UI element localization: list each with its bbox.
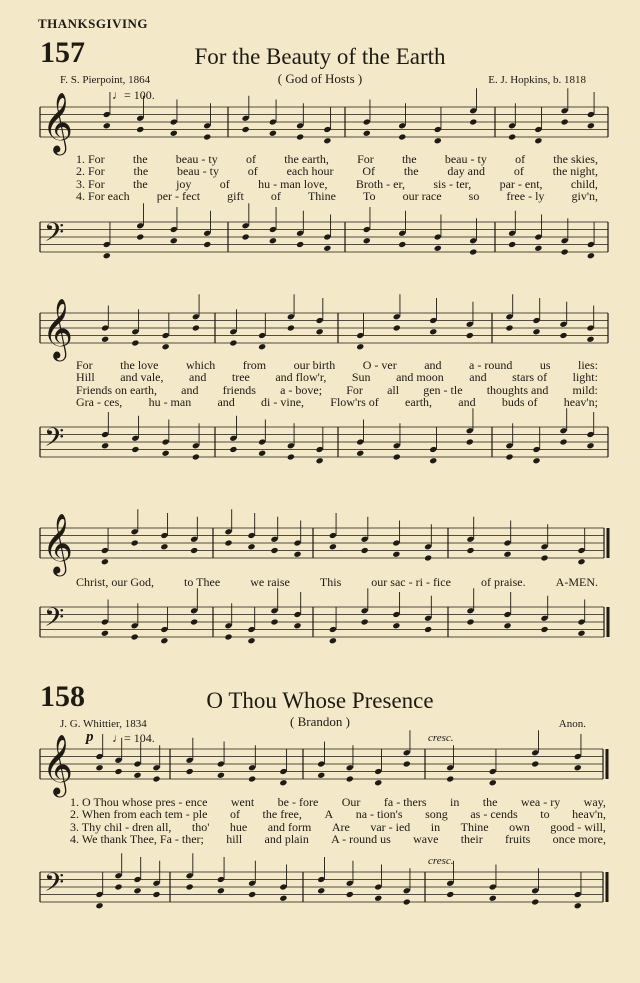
tune-name-158: ( Brandon ): [290, 714, 350, 729]
lyric-syllable: each hour: [286, 164, 334, 179]
note-head: [392, 622, 400, 629]
lyric-syllable: of praise.: [480, 575, 526, 589]
tempo-value: = 100.: [124, 88, 155, 102]
lyric-syllable: 4. For each: [76, 188, 130, 203]
lyric-syllable: and: [181, 382, 199, 397]
lyric-syllable: and: [458, 394, 476, 409]
lyric-syllable: of: [229, 807, 240, 822]
note-head: [101, 336, 109, 343]
note-head: [540, 554, 548, 561]
lyric-syllable: lies:: [578, 358, 598, 372]
note-head: [374, 779, 382, 786]
note-head: [361, 618, 369, 625]
treble-clef-icon: 𝄞: [42, 513, 74, 574]
note-head: [424, 554, 432, 561]
lyric-syllable: O - ver: [362, 358, 397, 372]
lyric-syllable: To: [363, 188, 376, 203]
lyric-syllable: heav'n;: [563, 394, 598, 409]
lyric-syllable: var - ied: [370, 819, 411, 834]
lyric-syllable: hue: [229, 819, 248, 834]
note-head: [229, 446, 237, 453]
note-head: [287, 324, 295, 331]
note-head: [403, 760, 411, 767]
lyric-syllable: the: [133, 176, 148, 191]
lyric-syllable: hu - man love,: [258, 176, 328, 191]
hymn-title-158: O Thou Whose Presence: [206, 688, 434, 713]
note-head: [133, 772, 141, 779]
lyric-syllable: and: [469, 370, 487, 385]
lyric-syllable: This: [319, 575, 342, 589]
note-head: [392, 551, 400, 558]
note-head: [586, 442, 594, 449]
note-head: [505, 324, 513, 331]
note-head: [103, 122, 111, 129]
verse-line: [70, 808, 606, 820]
note-head: [224, 633, 232, 640]
note-head: [508, 133, 516, 140]
note-head: [296, 241, 304, 248]
lyric-syllable: Of: [362, 164, 376, 179]
note-head: [393, 453, 401, 460]
note-head: [489, 895, 497, 902]
note-head: [346, 775, 354, 782]
note-head: [561, 248, 569, 255]
note-head: [270, 618, 278, 625]
lyric-syllable: fruits: [505, 831, 531, 846]
note-head: [534, 245, 542, 252]
lyric-syllable: A-MEN.: [555, 575, 598, 589]
lyric-syllable: to Thee: [184, 575, 221, 589]
lyric-syllable: beau - ty: [444, 152, 487, 166]
note-head: [190, 618, 198, 625]
tempo-value: = 104.: [124, 731, 155, 745]
lyric-syllable: all: [387, 382, 400, 397]
note-head: [131, 539, 139, 546]
tempo-marking-158: [112, 731, 155, 746]
note-head: [114, 883, 122, 890]
lyric-syllable: in: [430, 819, 441, 834]
note-head: [466, 618, 474, 625]
note-head: [170, 130, 178, 137]
note-head: [532, 328, 540, 335]
lyric-syllable: 2. When from each tem - ple: [70, 807, 208, 822]
note-head: [559, 438, 567, 445]
lyric-syllable: A - round us: [331, 831, 391, 846]
note-head: [248, 775, 256, 782]
lyric-syllable: us: [539, 358, 551, 372]
note-head: [466, 332, 474, 339]
note-head: [217, 887, 225, 894]
lyric-syllable: which: [185, 358, 216, 372]
note-head: [561, 118, 569, 125]
lyric-syllable: our sac - ri - fice: [371, 575, 451, 589]
lyric-syllable: di - vine,: [261, 394, 305, 409]
lyric-syllable: of: [219, 176, 230, 191]
lyric-syllable: good - will,: [550, 819, 606, 834]
lyric-syllable: Friends on earth,: [76, 382, 157, 397]
lyric-syllable: we raise: [250, 575, 290, 589]
note-head: [133, 887, 141, 894]
lyric-syllable: be - fore: [277, 795, 319, 809]
note-head: [363, 237, 371, 244]
note-head: [446, 891, 454, 898]
note-head: [398, 241, 406, 248]
lyric-syllable: friends: [222, 382, 256, 397]
lyric-syllable: so: [468, 188, 480, 203]
lyric-syllable: child,: [570, 176, 598, 191]
lyric-syllable: from: [242, 358, 267, 372]
note-head: [136, 126, 144, 133]
lyric-syllable: and form: [267, 819, 312, 834]
note-head: [131, 339, 139, 346]
lyric-syllable: our race: [402, 188, 442, 203]
note-head: [131, 446, 139, 453]
lyric-syllable: a - bove;: [280, 382, 323, 397]
lyric-syllable: per - fect: [156, 188, 201, 203]
lyric-syllable: Gra - ces,: [76, 394, 123, 409]
note-head: [446, 775, 454, 782]
lyric-syllable: 1. For: [76, 152, 105, 166]
lyric-syllable: mild:: [572, 382, 598, 397]
note-head: [192, 453, 200, 460]
lyric-syllable: as - cends: [470, 807, 518, 822]
lyric-syllable: the love: [120, 358, 159, 372]
lyric-syllable: the earth,: [284, 152, 329, 166]
note-head: [287, 453, 295, 460]
lyric-syllable: in: [449, 795, 460, 809]
lyric-syllable: Flow'rs of: [330, 394, 379, 409]
lyric-syllable: and: [189, 370, 207, 385]
lyric-syllable: the: [482, 795, 498, 809]
lyric-syllable: gen - tle: [423, 382, 463, 397]
note-head: [317, 772, 325, 779]
lyric-syllable: and: [217, 394, 235, 409]
note-head: [577, 558, 585, 565]
lyric-syllable: light:: [572, 370, 598, 385]
section-heading: THANKSGIVING: [38, 16, 149, 31]
note-head: [131, 633, 139, 640]
note-head: [224, 539, 232, 546]
note-head: [531, 898, 539, 905]
verse-block-158: [70, 796, 606, 845]
note-head: [95, 764, 103, 771]
note-head: [270, 547, 278, 554]
note-head: [316, 457, 324, 464]
lyric-syllable: A: [324, 807, 334, 822]
lyric-syllable: the: [132, 152, 148, 166]
lyric-syllable: na - tion's: [355, 807, 403, 822]
note-head: [162, 450, 170, 457]
treble-clef-icon: 𝄞: [42, 92, 74, 153]
note-head: [248, 891, 256, 898]
note-head: [403, 898, 411, 905]
verse-line: [76, 165, 598, 177]
lyric-syllable: fa - thers: [383, 795, 427, 809]
note-head: [103, 252, 111, 259]
lyric-syllable: day and: [447, 164, 485, 179]
note-head: [356, 450, 364, 457]
note-head: [317, 887, 325, 894]
lyric-syllable: and moon: [396, 370, 444, 385]
lyric-syllable: the: [403, 164, 419, 179]
note-head: [160, 637, 168, 644]
note-head: [534, 137, 542, 144]
verse-line: [76, 396, 598, 408]
note-head: [540, 626, 548, 633]
note-head: [323, 245, 331, 252]
note-head: [361, 547, 369, 554]
note-head: [170, 237, 178, 244]
lyric-syllable: and flow'r,: [275, 370, 327, 385]
note-head: [346, 891, 354, 898]
note-head: [190, 547, 198, 554]
verse-line: [70, 833, 606, 845]
lyric-syllable: the night,: [552, 164, 598, 179]
lyric-syllable: earth,: [405, 394, 433, 409]
note-head: [269, 130, 277, 137]
hymn-number-158: 158: [40, 680, 85, 713]
note-head: [316, 328, 324, 335]
lyric-syllable: of: [245, 152, 256, 166]
dynamic-cresc-lower: cresc.: [428, 855, 454, 867]
lyric-syllable: beau - ty: [175, 152, 218, 166]
words-credit-158: J. G. Whittier, 1834: [60, 718, 147, 730]
lyric-syllable: once more,: [552, 831, 606, 846]
note-head: [574, 902, 582, 909]
lyric-syllable: tho': [191, 819, 210, 834]
lyric-syllable: 3. Thy chil - dren all,: [70, 819, 172, 834]
lyric-syllable: song: [425, 807, 448, 822]
lyric-syllable: Christ, our God,: [76, 575, 154, 589]
note-head: [217, 772, 225, 779]
note-head: [503, 622, 511, 629]
note-head: [160, 543, 168, 550]
music-credit-157: E. J. Hopkins, b. 1818: [488, 74, 586, 86]
verse-block-2: [76, 359, 598, 408]
bass-clef-icon: 𝄢: [44, 868, 65, 904]
lyric-syllable: Broth - er,: [355, 176, 405, 191]
note-head: [577, 630, 585, 637]
bass-clef-icon: 𝄢: [44, 423, 65, 459]
dynamic-piano: p: [86, 729, 94, 745]
lyric-syllable: heav'n,: [572, 807, 606, 822]
note-head: [393, 324, 401, 331]
note-head: [186, 768, 194, 775]
lyric-syllable: 4. We thank Thee, Fa - ther;: [70, 831, 204, 846]
note-head: [186, 883, 194, 890]
note-head: [356, 343, 364, 350]
lyric-syllable: buds of: [501, 394, 538, 409]
note-head: [279, 779, 287, 786]
note-head: [503, 551, 511, 558]
note-head: [398, 133, 406, 140]
hymn-title-157: For the Beauty of the Earth: [194, 44, 446, 69]
treble-clef-icon: 𝄞: [42, 298, 74, 359]
note-head: [114, 768, 122, 775]
note-head: [152, 775, 160, 782]
quarter-note-icon: ♩: [112, 731, 124, 745]
lyric-syllable: the skies,: [553, 152, 598, 166]
music-credit-158: Anon.: [558, 718, 586, 730]
note-head: [279, 895, 287, 902]
verse-block-1: [76, 153, 598, 202]
note-head: [587, 252, 595, 259]
note-head: [229, 339, 237, 346]
lyric-syllable: wea - ry: [520, 795, 561, 809]
treble-clef-icon: 𝄞: [42, 734, 74, 795]
lyric-syllable: and: [424, 358, 442, 372]
note-head: [242, 233, 250, 240]
lyric-syllable: gift: [227, 188, 244, 203]
lyric-syllable: own: [509, 819, 530, 834]
lyric-syllable: Thine: [307, 188, 336, 203]
lyric-syllable: par - ent,: [499, 176, 543, 191]
lyric-syllable: way,: [583, 795, 606, 809]
note-head: [469, 248, 477, 255]
note-head: [434, 245, 442, 252]
lyric-syllable: Our: [341, 795, 361, 809]
note-head: [162, 343, 170, 350]
lyric-syllable: went: [230, 795, 255, 809]
lyric-syllable: thoughts and: [486, 382, 549, 397]
note-head: [101, 442, 109, 449]
note-head: [152, 891, 160, 898]
lyric-syllable: the: [133, 164, 149, 179]
lyric-syllable: hu - man: [148, 394, 192, 409]
note-head: [489, 779, 497, 786]
bass-clef-icon: 𝄢: [44, 603, 65, 639]
note-head: [429, 457, 437, 464]
tune-name-157: ( God of Hosts ): [277, 71, 363, 86]
lyric-syllable: and plain: [264, 831, 309, 846]
lyric-syllable: their: [460, 831, 483, 846]
lyric-syllable: Sun: [351, 370, 371, 385]
note-head: [258, 450, 266, 457]
note-head: [374, 895, 382, 902]
note-head: [532, 457, 540, 464]
lyric-syllable: and vale,: [120, 370, 164, 385]
lyric-syllable: hill: [226, 831, 243, 846]
verse-line: [76, 371, 598, 383]
note-head: [424, 626, 432, 633]
note-head: [329, 543, 337, 550]
note-head: [469, 118, 477, 125]
note-head: [466, 438, 474, 445]
note-head: [242, 126, 250, 133]
lyric-syllable: a - round: [469, 358, 513, 372]
note-head: [323, 137, 331, 144]
note-head: [293, 551, 301, 558]
lyric-syllable: For: [76, 358, 93, 372]
lyric-syllable: of: [515, 152, 526, 166]
lyric-syllable: For: [346, 382, 363, 397]
lyric-syllable: Hill: [76, 370, 95, 385]
lyric-syllable: joy: [176, 176, 192, 191]
lyric-syllable: beau - ty: [176, 164, 219, 179]
lyric-syllable: the: [401, 152, 417, 166]
lyric-syllable: 1. O Thou whose pres - ence: [70, 795, 208, 809]
lyric-syllable: Thine: [460, 819, 489, 834]
note-head: [466, 547, 474, 554]
note-head: [269, 237, 277, 244]
lyric-syllable: our birth: [293, 358, 336, 372]
note-head: [247, 543, 255, 550]
note-head: [203, 241, 211, 248]
lyric-syllable: of: [513, 164, 524, 179]
note-head: [247, 637, 255, 644]
lyric-syllable: the free,: [262, 807, 302, 822]
lyric-syllable: 2. For: [76, 164, 105, 179]
lyric-syllable: tree: [231, 370, 250, 385]
lyric-syllable: For: [357, 152, 374, 166]
lyric-syllable: of: [247, 164, 258, 179]
note-head: [574, 764, 582, 771]
verse-line: [76, 190, 598, 202]
hymn-number-157: 157: [40, 36, 85, 69]
note-head: [559, 332, 567, 339]
lyric-syllable: free - ly: [506, 188, 545, 203]
note-head: [101, 558, 109, 565]
lyric-syllable: to: [540, 807, 550, 822]
lyric-syllable: 3. For: [76, 176, 105, 191]
note-head: [101, 630, 109, 637]
words-credit-157: F. S. Pierpoint, 1864: [60, 74, 151, 86]
note-head: [95, 902, 103, 909]
note-head: [192, 324, 200, 331]
note-head: [203, 133, 211, 140]
lyric-syllable: Are: [331, 819, 350, 834]
bass-clef-icon: 𝄢: [44, 218, 65, 254]
refrain-line: [76, 576, 598, 588]
note-head: [258, 343, 266, 350]
lyric-syllable: stars of: [512, 370, 548, 385]
lyric-syllable: wave: [413, 831, 439, 846]
note-head: [587, 122, 595, 129]
note-head: [136, 233, 144, 240]
note-head: [363, 130, 371, 137]
lyric-syllable: sis - ter,: [433, 176, 472, 191]
note-head: [531, 760, 539, 767]
note-head: [505, 453, 513, 460]
note-head: [296, 133, 304, 140]
note-head: [329, 637, 337, 644]
note-head: [508, 241, 516, 248]
lyric-syllable: giv'n,: [571, 188, 598, 203]
quarter-note-icon: ♩: [112, 88, 124, 102]
note-head: [429, 328, 437, 335]
note-head: [293, 622, 301, 629]
note-head: [434, 137, 442, 144]
dynamic-cresc-upper: cresc.: [428, 732, 454, 744]
lyric-syllable: of: [270, 188, 281, 203]
note-head: [586, 336, 594, 343]
